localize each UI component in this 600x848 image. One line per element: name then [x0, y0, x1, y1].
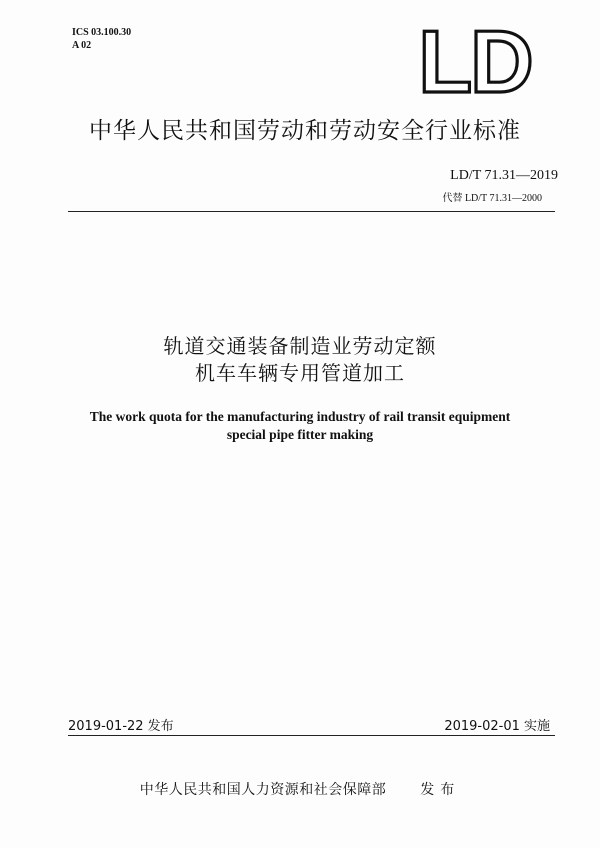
chinese-title-line-1: 轨道交通装备制造业劳动定额	[163, 334, 437, 358]
classification-codes	[72, 26, 131, 52]
replaced-standard: 代替 LD/T 71.31—2000	[442, 193, 542, 204]
issue-date: 2019-01-22 发布	[68, 719, 174, 734]
publish-action: 发布	[420, 782, 461, 798]
publisher-line	[0, 779, 600, 799]
english-title-line-1: The work quota for the manufacturing industry of rail transit equipment	[89, 409, 511, 424]
industry-standard-title: 中华人民共和国劳动和劳动安全行业标准	[89, 118, 521, 144]
english-title-line-2: special pipe fitter making	[226, 427, 374, 442]
ld-logo	[413, 26, 537, 96]
ld-logo-text: LD	[418, 26, 532, 96]
publisher-name: 中华人民共和国人力资源和社会保障部	[139, 782, 387, 798]
chinese-title-line-2: 机车车辆专用管道加工	[195, 361, 405, 385]
implementation-date: 2019-02-01 实施	[444, 719, 550, 734]
ccs-code: A 02	[72, 40, 92, 51]
standard-number: LD/T 71.31—2019	[450, 168, 558, 183]
bottom-divider	[68, 735, 555, 736]
top-divider	[68, 211, 555, 212]
ics-code: ICS 03.100.30	[72, 27, 132, 38]
